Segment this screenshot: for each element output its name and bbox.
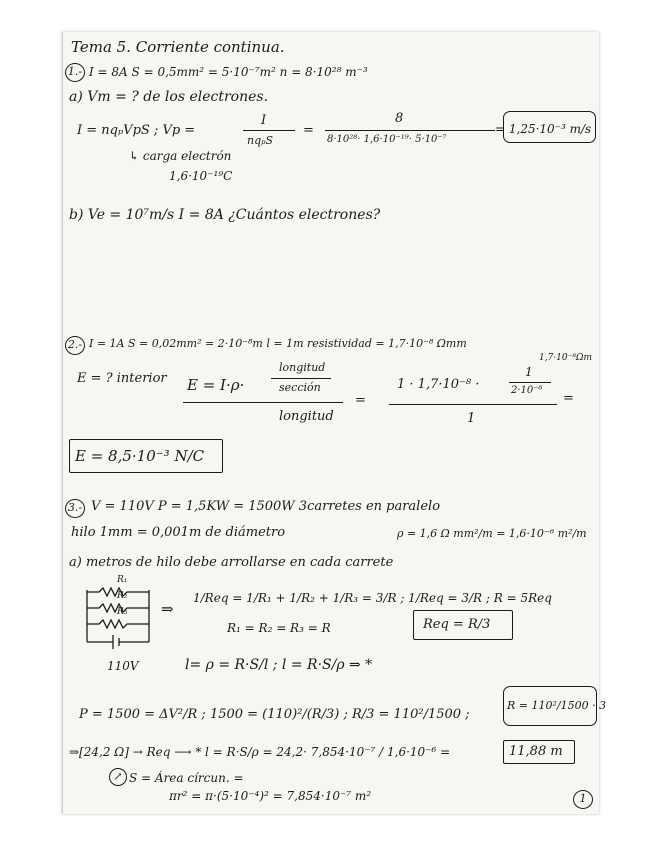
implies-arrow: ⇒ (161, 600, 174, 618)
problem-1-result: = 1,25·10⁻³ m/s (495, 122, 592, 136)
final-length: 11,88 m (509, 744, 563, 759)
area-line-1: S = Área círcun. = (129, 771, 244, 785)
field-formula-lhs: E = I·ρ· (187, 376, 245, 394)
resistor-label-r1: R₁ (117, 575, 128, 585)
problem-2-question: E = ? interior (77, 371, 167, 386)
equals-sign-2: = (355, 393, 366, 408)
fraction-2-numerator: 8 (395, 111, 404, 126)
resistor-label-r3: R₃ (117, 607, 128, 617)
inner-fraction-line (271, 378, 331, 379)
power-equation: P = 1500 = ΔV²/R ; 1500 = (110)²/(R/3) ; R/3 = 110²/1500 ; (79, 707, 470, 722)
fraction-1-denominator: nqₚS (247, 134, 274, 147)
outer-fraction-denominator: longitud (279, 409, 334, 424)
numeric-numerator: 1 · 1,7·10⁻⁸ · (397, 377, 480, 392)
page-title: Tema 5. Corriente continua. (71, 38, 285, 56)
equals-sign-3: = (563, 391, 574, 406)
length-relation: l= ρ = R·S/l ; l = R·S/ρ ⇒ * (185, 657, 373, 673)
electron-charge: 1,6·10⁻¹⁹C (169, 169, 233, 183)
problem-1-number: 1.- (65, 63, 85, 82)
fraction-2-denominator: 8·10²⁸· 1,6·10⁻¹⁹· 5·10⁻⁷ (327, 134, 447, 145)
resistances-equal: R₁ = R₂ = R₃ = R (227, 621, 331, 635)
circled-arrow-icon: ↗ (109, 768, 127, 786)
resistor-label-r2: R₂ (117, 591, 128, 601)
problem-2-givens: I = 1A S = 0,02mm² = 2·10⁻⁸m l = 1m resistividad = 1,7·10⁻⁸ Ωmm (89, 337, 467, 350)
numeric-inner-den: 2·10⁻⁶ (511, 385, 543, 396)
problem-1-question-b: b) Ve = 10⁷m/s I = 8A ¿Cuántos electrones? (69, 207, 381, 223)
problem-3-number: 3.- (65, 499, 85, 518)
problem-1-givens: I = 8A S = 0,5mm² = 5·10⁻⁷m² n = 8·10²⁸ m⁻³ (89, 65, 368, 79)
inner-fraction-numerator: longitud (279, 361, 326, 374)
source-voltage: 110V (107, 659, 139, 673)
numeric-inner-line (509, 382, 551, 383)
equals-sign: = (303, 123, 314, 138)
inner-fraction-denominator: sección (279, 381, 321, 394)
resistivity-value: ρ = 1,6 Ω mm²/m = 1,6·10⁻⁶ m²/m (397, 527, 587, 540)
problem-2-number: 2.- (65, 336, 85, 355)
area-line-2: πr² = π·(5·10⁻⁴)² = 7,854·10⁻⁷ m² (169, 789, 372, 803)
charge-note: ↳ carga electrón (129, 149, 232, 163)
page-number: 1 (573, 790, 593, 809)
problem-3-question-a: a) metros de hilo debe arrollarse en cada carrete (69, 555, 394, 570)
numeric-inner-num: 1 (525, 365, 533, 379)
problem-1-question-a: a) Vm = ? de los electrones. (69, 89, 269, 105)
length-calculation: ⇒[24,2 Ω] → Req ⟶ * l = R·S/ρ = 24,2· 7,854·10⁻⁷ / 1,6·10⁻⁶ = (69, 745, 451, 759)
r-result: R = 110²/1500 · 3 (507, 699, 607, 712)
equivalent-resistance-equation: 1/Req = 1/R₁ + 1/R₂ + 1/R₃ = 3/R ; 1/Req = 3/R ; R = 5Req (193, 591, 552, 605)
fraction-1-line (243, 130, 295, 131)
numeric-denominator: 1 (467, 411, 476, 426)
problem-2-resistivity-si: 1,7·10⁻⁸Ωm (539, 353, 592, 363)
notebook-page (62, 32, 607, 814)
wire-diameter: hilo 1mm = 0,001m de diámetro (71, 525, 286, 540)
problem-2-result: E = 8,5·10⁻³ N/C (75, 447, 205, 465)
fraction-2-line (325, 130, 495, 131)
fraction-1-numerator: I (261, 113, 267, 128)
numeric-fraction-line (389, 404, 557, 405)
outer-fraction-line (183, 402, 343, 403)
req-result: Req = R/3 (423, 617, 491, 632)
problem-3-givens: V = 110V P = 1,5KW = 1500W 3carretes en paralelo (91, 499, 441, 514)
problem-1-formula: I = nqₚVpS ; Vp = (77, 123, 196, 138)
